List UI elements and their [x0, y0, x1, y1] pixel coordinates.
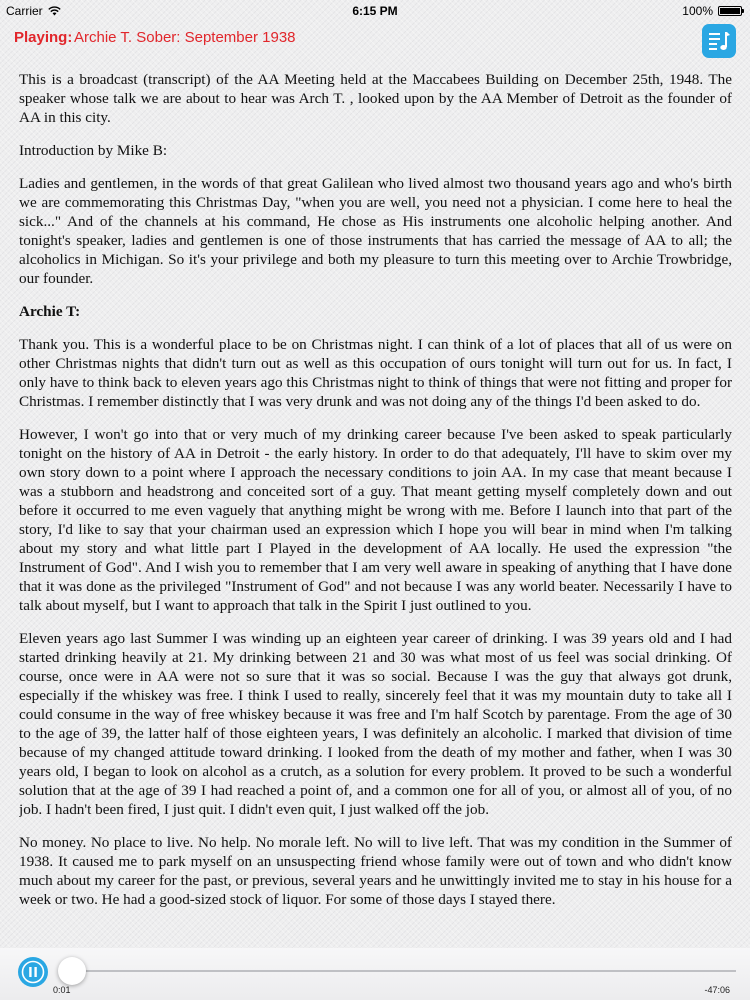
- pause-icon: [18, 957, 48, 987]
- progress-track[interactable]: [60, 970, 736, 972]
- battery-info: [682, 4, 742, 18]
- transcript-paragraph: This is a broadcast (transcript) of the AA Meeting held at the Maccabees Building on December 25th, 1948. The speaker whose talk we are about to hear was Arch T. , looked upon by the AA Member of Detroit as the founder of AA in this city.: [19, 71, 732, 126]
- transcript-paragraph: Ladies and gentlemen, in the words of that great Galilean who lived almost two thousand years ago and who's birth we are commemorating this Christmas Day, "when you are well, you need not a physician. I come here to heal the sick..." And of the channels at his command, He chose as His instruments one alcoholic helping another. And tonight's speaker, ladies and gentlemen is one of those instruments that has carried the message of AA to all; the alcoholics in Michigan. So it's your privilege and both my pleasure to turn this meeting over to Archie Trowbridge, our founder.: [19, 175, 732, 287]
- transcript-paragraph: Thank you. This is a wonderful place to be on Christmas night. I can think of a lot of places that all of us were on other Christmas nights that didn't turn out as well as this occupation of ours tonight will turn out for us. In fact, I only have to think back to eleven years ago this Christmas night to think of things that were not fitting and proper for Christmas. I remember distinctly that I was very drunk and was not doing any of the things I'd been asked to do.: [19, 336, 732, 410]
- track-title: Archie T. Sober: September 1938: [74, 29, 296, 46]
- elapsed-time: 0:01: [53, 985, 71, 995]
- status-bar: [0, 0, 750, 22]
- now-playing-header: [0, 22, 750, 60]
- carrier-label: Carrier: [6, 4, 43, 18]
- player-bar: [0, 948, 750, 1000]
- playlist-icon: [707, 29, 731, 53]
- speaker-heading: Archie T:: [19, 303, 81, 320]
- status-time: 6:15 PM: [352, 4, 398, 18]
- transcript-paragraph: Eleven years ago last Summer I was winding up an eighteen year career of drinking. I was 39 years old and I had started drinking heavily at 21. My drinking between 21 and 30 was what most of us feel was social drinking. Of course, once were in AA were not so sure that it was so social. Because I was the guy that always got drunk, especially if the whiskey was free. I think I used to really, sincerely feel that it was my mountain duty to take all I could consume in the way of free whiskey because it was free and I'm half Scotch by parentage. From the age of 30 to the age of 39, the latter half of those eighteen years, I was definitely an alcoholic. I marked that division of time because of my changed attitude toward drinking. I looked from the death of my mother and father, when I was 30 years old, I began to look on alcohol as a crutch, as a solution for every problem. It proved to be such a wonderful solution that at the age of 39 I had reached a point of, and a common one for all of you, or almost all of you, of no job. I hadn't been fired, I just quit. I didn't even quit, I just walked off the job.: [19, 630, 732, 818]
- battery-percent: 100%: [682, 4, 713, 18]
- progress-thumb[interactable]: [58, 957, 86, 985]
- playlist-button[interactable]: [702, 24, 736, 58]
- pause-button[interactable]: [18, 957, 48, 987]
- remaining-time: -47:06: [704, 985, 730, 995]
- transcript-paragraph: No money. No place to live. No help. No morale left. No will to live left. That was my condition in the Summer of 1938. It caused me to park myself on an unsuspecting friend whose family were out of town and who didn't know much about my career for the past, or previous, several years and he unwittingly invited me to stay in his house for a week or two. He had a good-sized stock of liquor. For some of those days I stayed there.: [19, 834, 732, 908]
- transcript-paragraph: However, I won't go into that or very much of my drinking career because I've been asked to speak particularly tonight on the history of AA in Detroit - the early history. In order to do that adequately, I'll have to skim over my own story down to a point where I approach the necessary conditions to join AA. In my case that meant because I was a stubborn and headstrong and conceited sort of a guy. That meant getting myself completely down and out before it occurred to me even vaguely that anything might be wrong with me. Before I launch into that part of the story, I'd like to say that your chairman used an expression which I hope you will bear in mind when I'm talking about my story and what little part I Played in the development of AA locally. He used the expression "the Instrument of God". And I wish you to remember that I am very well aware in speaking of anything that I have done that it was done as the privileged "Instrument of God" and not because I was any world beater. Necessarily I have to talk about myself, but I want to approach that talk in the Spirit I just outlined to you.: [19, 426, 732, 614]
- transcript-text[interactable]: [19, 70, 732, 947]
- battery-icon: [718, 6, 742, 16]
- transcript-paragraph: Introduction by Mike B:: [19, 142, 168, 159]
- playing-label: Playing:: [14, 29, 73, 46]
